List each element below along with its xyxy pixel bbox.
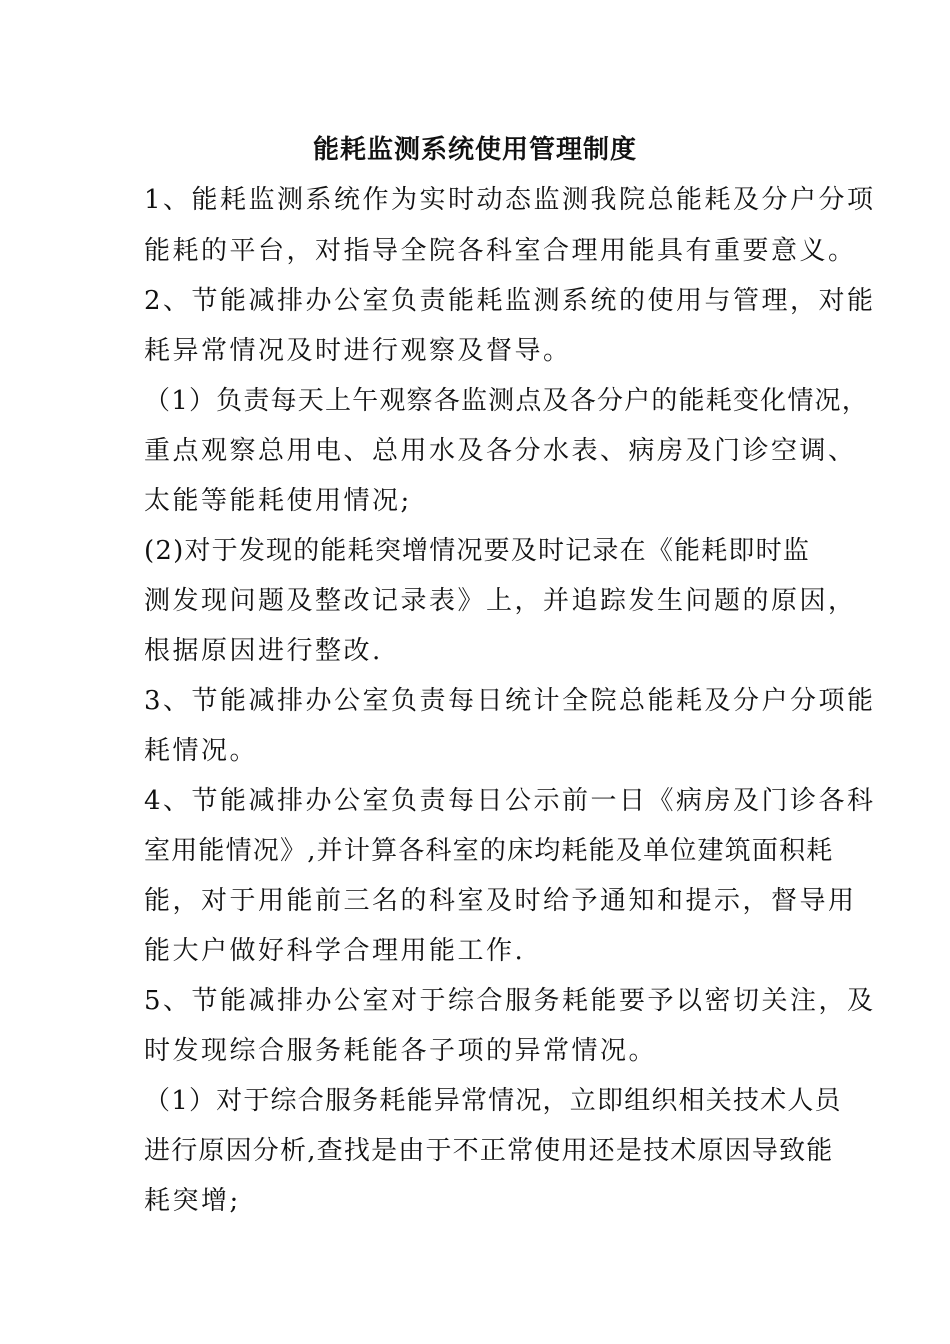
document-title: 能耗监测系统使用管理制度 — [312, 135, 637, 165]
text-line-2: 能耗的平台，对指导全院各科室合理用能具有重要意义。 — [144, 236, 857, 266]
text-line-5: （1）负责每天上午观察各监测点及各分户的能耗变化情况， — [144, 386, 869, 416]
text-line-12: 耗情况。 — [144, 736, 259, 766]
text-line-20: 进行原因分析,查找是由于不正常使用还是技术原因导致能 — [144, 1136, 834, 1166]
text-line-21: 耗突增; — [144, 1186, 241, 1216]
text-line-8: (2)对于发现的能耗突增情况要及时记录在《能耗即时监 — [144, 536, 811, 566]
text-line-13: 4、节能减排办公室负责每日公示前一日《病房及门诊各科 — [144, 786, 876, 816]
text-line-4: 耗异常情况及时进行观察及督导。 — [144, 336, 572, 366]
text-line-11: 3、节能减排办公室负责每日统计全院总能耗及分户分项能 — [144, 686, 876, 716]
text-line-1: 1、能耗监测系统作为实时动态监测我院总能耗及分户分项 — [144, 185, 876, 215]
text-line-7: 太能等能耗使用情况; — [144, 486, 412, 516]
text-line-16: 能大户做好科学合理用能工作. — [144, 936, 526, 966]
text-line-18: 时发现综合服务耗能各子项的异常情况。 — [144, 1036, 658, 1066]
text-line-17: 5、节能减排办公室对于综合服务耗能要予以密切关注，及 — [144, 986, 876, 1016]
text-line-10: 根据原因进行整改. — [144, 636, 383, 666]
text-line-9: 测发现问题及整改记录表》上，并追踪发生问题的原因， — [144, 586, 857, 616]
text-line-6: 重点观察总用电、总用水及各分水表、病房及门诊空调、 — [144, 436, 857, 466]
text-line-15: 能，对于用能前三名的科室及时给予通知和提示，督导用 — [144, 886, 857, 916]
text-line-3: 2、节能减排办公室负责能耗监测系统的使用与管理，对能 — [144, 286, 876, 316]
text-line-19: （1）对于综合服务耗能异常情况，立即组织相关技术人员 — [144, 1086, 842, 1116]
text-line-14: 室用能情况》,并计算各科室的床均耗能及单位建筑面积耗 — [144, 836, 834, 866]
